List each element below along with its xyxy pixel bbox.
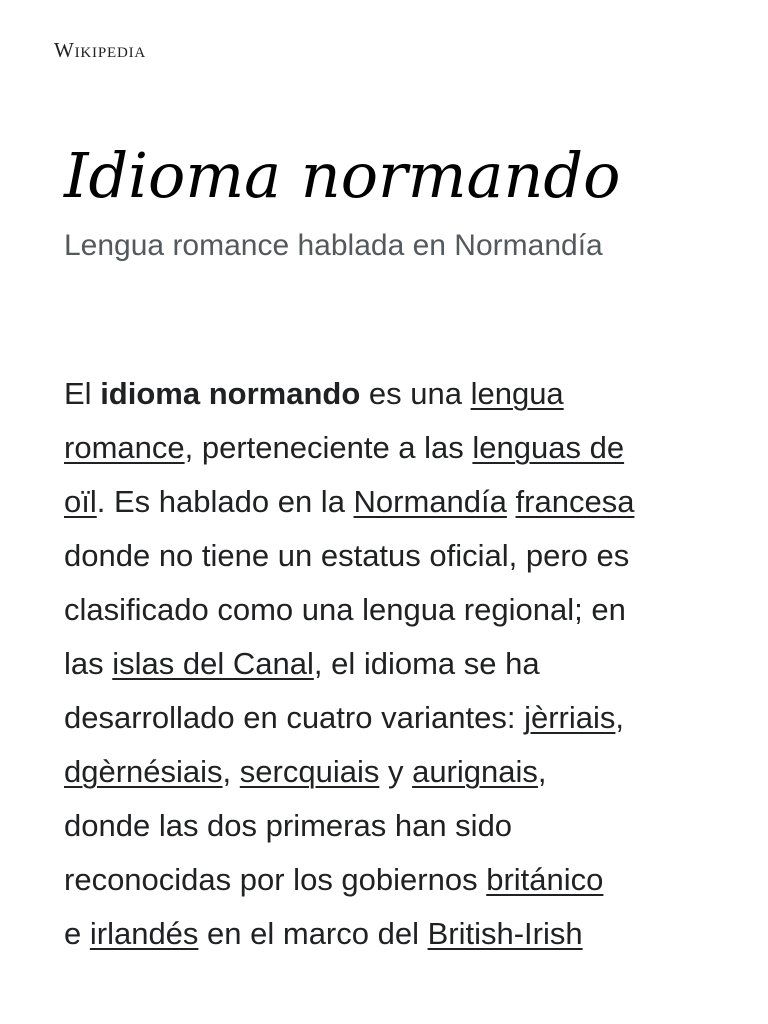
paragraph-line	[64, 367, 724, 421]
link-lenguas-de-oil-cont[interactable]: oïl	[64, 484, 97, 519]
text-span: ,	[537, 754, 547, 789]
link-britanico[interactable]: británico	[486, 862, 604, 897]
paragraph-line	[64, 475, 724, 529]
link-lengua-romance-cont[interactable]: romance	[64, 430, 185, 465]
text-span: , perteneciente a las	[184, 430, 473, 465]
link-sercquiais[interactable]: sercquiais	[239, 754, 380, 789]
paragraph-line	[64, 421, 724, 475]
paragraph-line	[64, 853, 724, 907]
text-span: , el idioma se ha	[313, 646, 540, 681]
paragraph-line: clasificado como una lengua regional; en	[64, 592, 626, 627]
link-aurignais[interactable]: aurignais	[412, 754, 538, 789]
text-span: ,	[222, 754, 240, 789]
wikipedia-logo[interactable]: Wikipedia	[54, 38, 147, 62]
text-span: El	[64, 376, 101, 411]
text-span: es una	[360, 376, 471, 411]
paragraph-line	[64, 637, 724, 691]
link-normandia[interactable]: Normandía	[353, 484, 507, 519]
page-subtitle: Lengua romance hablada en Normandía	[64, 229, 603, 262]
text-span: ,	[615, 700, 625, 735]
link-dgernesiais[interactable]: dgèrnésiais	[64, 754, 223, 789]
link-british-irish[interactable]: British-Irish	[427, 916, 583, 951]
paragraph-line: donde las dos primeras han sido	[64, 808, 513, 843]
text-span: las	[64, 646, 113, 681]
link-jerriais[interactable]: jèrriais	[524, 700, 616, 735]
paragraph-line	[64, 907, 724, 961]
link-lenguas-de-oil[interactable]: lenguas de	[472, 430, 625, 465]
text-span: y	[379, 754, 413, 789]
text-span: e	[64, 916, 90, 951]
text-span: reconocidas por los gobiernos	[64, 862, 487, 897]
link-irlandes[interactable]: irlandés	[89, 916, 199, 951]
bold-term: idioma normando	[100, 376, 361, 411]
link-francesa[interactable]: francesa	[515, 484, 635, 519]
page-title: Idioma normando	[64, 139, 621, 212]
link-islas-del-canal[interactable]: islas del Canal	[112, 646, 314, 681]
article-paragraph	[64, 367, 724, 961]
text-span	[507, 484, 516, 519]
text-span: en el marco del	[198, 916, 428, 951]
paragraph-line: donde no tiene un estatus oficial, pero es	[64, 538, 630, 573]
link-lengua-romance[interactable]: lengua	[470, 376, 564, 411]
paragraph-line	[64, 745, 724, 799]
text-span: . Es hablado en la	[96, 484, 354, 519]
text-span: desarrollado en cuatro variantes:	[64, 700, 525, 735]
paragraph-line	[64, 691, 724, 745]
